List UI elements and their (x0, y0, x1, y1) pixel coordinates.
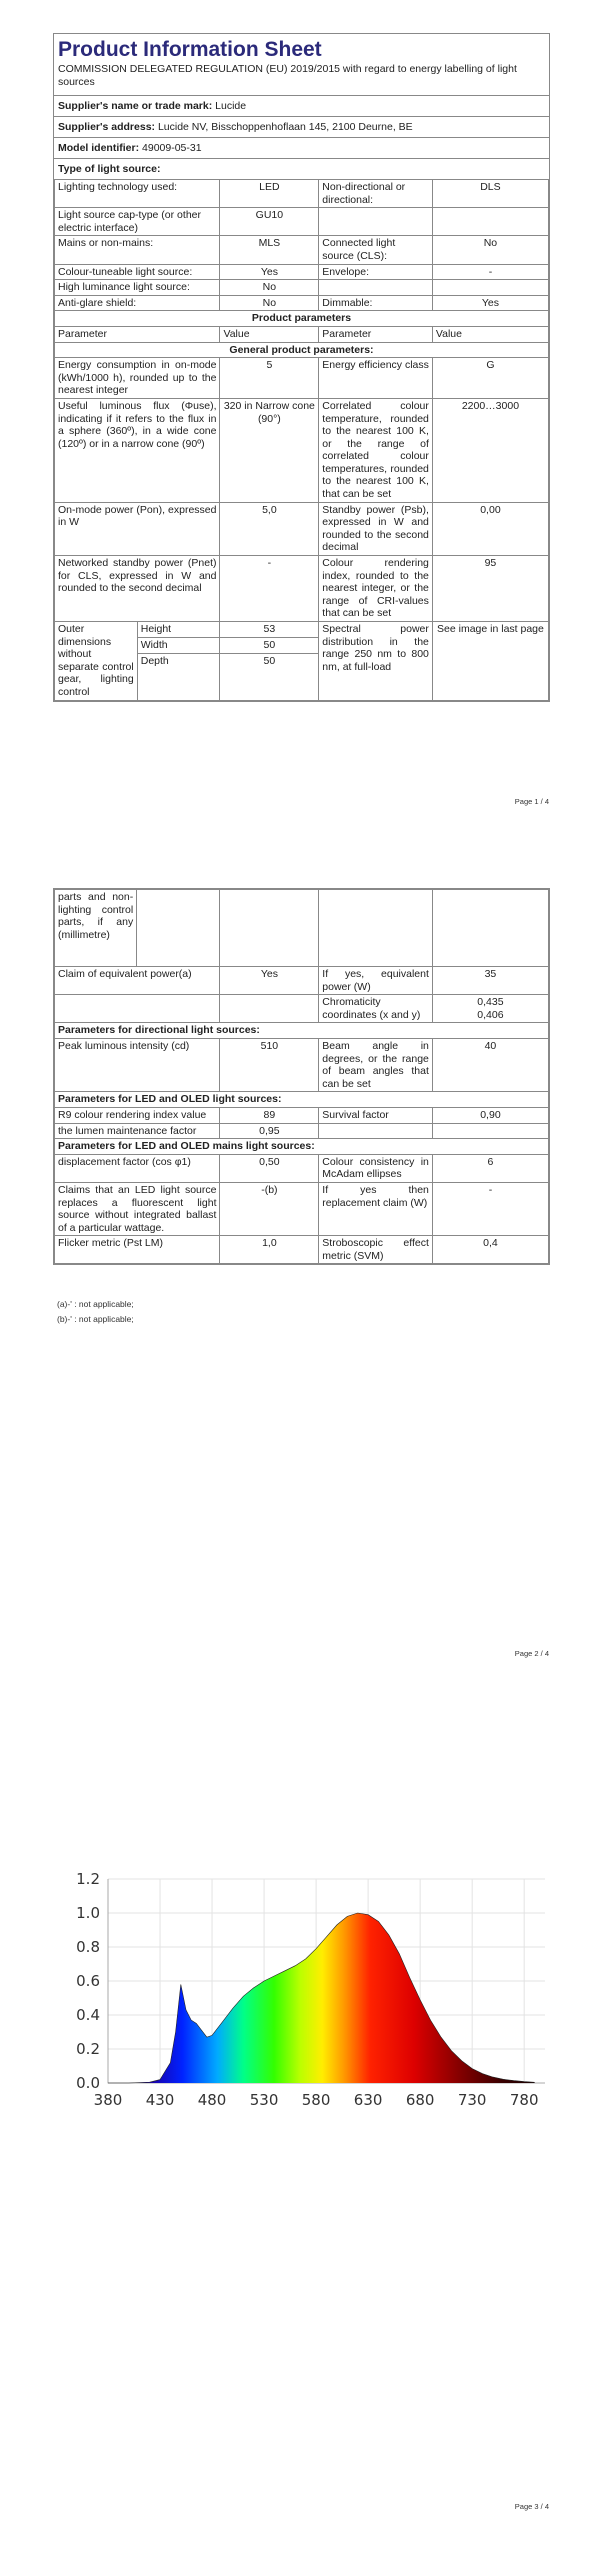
mains-value: -(b) (220, 1182, 319, 1235)
led-label: the lumen maintenance factor (55, 1123, 220, 1139)
col-header-parameter: Parameter (55, 326, 220, 342)
dim-height-value: 53 (220, 622, 318, 638)
type-label-2: Non-directional or directional: (319, 180, 433, 208)
regulation-text: COMMISSION DELEGATED REGULATION (EU) 2019/2015 with regard to energy labelling of light sources (54, 63, 549, 96)
y-tick-label: 0.4 (76, 2006, 100, 2024)
directional-label-2: Beam angle in degrees, or the range of beam angles that can be set (319, 1038, 433, 1091)
supplier-address-row (54, 117, 549, 138)
y-tick-label: 1.2 (76, 1870, 100, 1888)
dimensions-continued-row (55, 890, 549, 967)
col-header-value: Value (220, 326, 319, 342)
supplier-name-label: Supplier's name or trade mark: (58, 100, 213, 112)
x-tick-label: 780 (509, 2091, 539, 2109)
directional-row (55, 1038, 549, 1091)
general-label: Energy consumption in on-mode (kWh/1000 h), rounded up to the nearest integer (55, 358, 220, 399)
x-tick-label: 380 (93, 2091, 123, 2109)
type-value-2: - (432, 264, 548, 280)
type-label-2 (319, 208, 433, 236)
x-tick-label: 480 (197, 2091, 227, 2109)
x-tick-label: 630 (353, 2091, 383, 2109)
general-parameters-header: General product parameters: (55, 342, 549, 358)
page-number-1: Page 1 / 4 (514, 797, 549, 806)
supplier-address-label: Supplier's address: (58, 121, 156, 133)
general-row (55, 358, 549, 399)
x-tick-label: 530 (249, 2091, 279, 2109)
type-row (55, 295, 549, 311)
spectrum-chart (55, 1864, 555, 2114)
mains-label: Flicker metric (Pst LM) (55, 1236, 220, 1264)
type-label: Mains or non-mains: (55, 236, 220, 264)
y-tick-label: 1.0 (76, 1904, 100, 1922)
led-value: 0,95 (220, 1123, 319, 1139)
info-sheet-page-2 (53, 888, 550, 1265)
led-label-2 (319, 1123, 433, 1139)
general-label-2: Correlated colour temperature, rounded to the nearest 100 K, or the range of correlated colour temperatures, rounded to the nearest 100 K, that can be set (319, 398, 433, 502)
type-label: Lighting technology used: (55, 180, 220, 208)
general-row (55, 398, 549, 502)
type-header: Type of light source: (58, 163, 161, 175)
type-table (54, 179, 549, 701)
type-value: No (220, 280, 319, 296)
led-value-2: 0,90 (432, 1107, 548, 1123)
x-tick-label: 580 (301, 2091, 331, 2109)
supplier-name: Lucide (215, 100, 247, 112)
page-number-3: Page 3 / 4 (514, 2502, 549, 2511)
model-row (54, 138, 549, 159)
type-value: LED (220, 180, 319, 208)
led-row (55, 1123, 549, 1139)
claim-label (55, 995, 220, 1023)
general-label: On-mode power (Pon), expressed in W (55, 502, 220, 555)
type-value: No (220, 295, 319, 311)
mains-label: displacement factor (cos φ1) (55, 1154, 220, 1182)
type-row (55, 180, 549, 208)
led-row (55, 1107, 549, 1123)
type-value: MLS (220, 236, 319, 264)
type-value: Yes (220, 264, 319, 280)
sheet-title: Product Information Sheet (58, 38, 322, 61)
type-label-2: Envelope: (319, 264, 433, 280)
footnote-a: (a)-' : not applicable; (57, 1299, 134, 1309)
page2-table (54, 889, 549, 1264)
type-value-2: No (432, 236, 548, 264)
type-label: Light source cap-type (or other electric interface) (55, 208, 220, 236)
type-label-2 (319, 280, 433, 296)
general-value: - (220, 556, 319, 622)
type-row (55, 264, 549, 280)
x-tick-label: 730 (457, 2091, 487, 2109)
mains-value-2: - (432, 1182, 548, 1235)
footnote-b: (b)-' : not applicable; (57, 1314, 134, 1324)
general-value: 5 (220, 358, 319, 399)
claim-row (55, 995, 549, 1023)
dimensions-label: Outer dimensions without separate control gear, lighting control (55, 622, 137, 700)
general-value-2: G (432, 358, 548, 399)
y-tick-label: 0.0 (76, 2074, 100, 2092)
mains-value-2: 6 (432, 1154, 548, 1182)
mains-row (55, 1154, 549, 1182)
led-header: Parameters for LED and OLED light sources: (55, 1092, 549, 1108)
mains-value: 1,0 (220, 1236, 319, 1264)
type-row (55, 208, 549, 236)
claim-row (55, 967, 549, 995)
supplier-name-row (54, 96, 549, 117)
dim-height-label: Height (138, 622, 220, 638)
spd-label: Spectral power distribution in the range 250 nm to 800 nm, at full-load (319, 622, 433, 701)
type-row (55, 280, 549, 296)
col-header-parameter-2: Parameter (319, 326, 433, 342)
mains-label: Claims that an LED light source replaces a fluorescent light source without integrated ballast of a particular wattage. (55, 1182, 220, 1235)
led-label-2: Survival factor (319, 1107, 433, 1123)
directional-header: Parameters for directional light sources: (55, 1023, 549, 1039)
supplier-address: Lucide NV, Bisschoppenhoflaan 145, 2100 Deurne, BE (157, 121, 413, 133)
type-value: GU10 (220, 208, 319, 236)
general-row (55, 556, 549, 622)
model-label: Model identifier: (58, 142, 140, 154)
mains-value-2: 0,4 (432, 1236, 548, 1264)
mains-label-2: If yes then replacement claim (W) (319, 1182, 433, 1235)
general-label-2: Standby power (Psb), expressed in W and rounded to the second decimal (319, 502, 433, 555)
type-label-2: Dimmable: (319, 295, 433, 311)
dimensions-label-cont: parts and non-lighting control parts, if any (millimetre) (55, 890, 137, 966)
dimensions-row (55, 622, 549, 701)
col-header-value-2: Value (432, 326, 548, 342)
type-row (55, 236, 549, 264)
general-row (55, 502, 549, 555)
claim-label-2: Chromaticity coordinates (x and y) (319, 995, 433, 1023)
mains-label-2: Colour consistency in McAdam ellipses (319, 1154, 433, 1182)
y-tick-label: 0.8 (76, 1938, 100, 1956)
directional-label: Peak luminous intensity (cd) (55, 1038, 220, 1091)
led-value: 89 (220, 1107, 319, 1123)
dim-depth-label: Depth (140, 655, 169, 667)
dim-width-label: Width (138, 638, 220, 654)
type-value-2: DLS (432, 180, 548, 208)
type-value-2: Yes (432, 295, 548, 311)
model-identifier: 49009-05-31 (142, 142, 202, 154)
general-value-2: 95 (432, 556, 548, 622)
mains-row (55, 1236, 549, 1264)
claim-value-2: 35 (432, 967, 548, 995)
product-parameters-header: Product parameters (55, 311, 549, 327)
y-tick-label: 0.6 (76, 1972, 100, 1990)
general-label-2: Energy efficiency class (319, 358, 433, 399)
led-label: R9 colour rendering index value (55, 1107, 220, 1123)
general-label: Networked standby power (Pnet) for CLS, expressed in W and rounded to the second decimal (55, 556, 220, 622)
general-value-2: 2200…3000 (432, 398, 548, 502)
x-tick-label: 430 (145, 2091, 175, 2109)
spectrum-area (108, 1913, 535, 2083)
mains-header: Parameters for LED and OLED mains light sources: (55, 1139, 549, 1155)
mains-label-2: Stroboscopic effect metric (SVM) (319, 1236, 433, 1264)
x-tick-label: 680 (405, 2091, 435, 2109)
claim-label: Claim of equivalent power(a) (55, 967, 220, 995)
dim-depth-value: 50 (263, 655, 276, 667)
led-value-2 (432, 1123, 548, 1139)
directional-value-2: 40 (432, 1038, 548, 1091)
mains-value: 0,50 (220, 1154, 319, 1182)
spd-value: See image in last page (432, 622, 548, 701)
directional-value: 510 (220, 1038, 319, 1091)
type-value-2 (432, 208, 548, 236)
claim-value-2: 0,435 0,406 (432, 995, 548, 1023)
info-sheet-page-1 (53, 33, 550, 702)
page-number-2: Page 2 / 4 (514, 1649, 549, 1658)
claim-label-2: If yes, equivalent power (W) (319, 967, 433, 995)
general-value-2: 0,00 (432, 502, 548, 555)
column-header-row (55, 326, 549, 342)
claim-value (220, 995, 319, 1023)
type-value-2 (432, 280, 548, 296)
type-label: Colour-tuneable light source: (55, 264, 220, 280)
general-value: 5,0 (220, 502, 319, 555)
claim-value: Yes (220, 967, 319, 995)
general-label-2: Colour rendering index, rounded to the nearest integer, or the range of CRI-values that can be set (319, 556, 433, 622)
type-label-2: Connected light source (CLS): (319, 236, 433, 264)
y-tick-label: 0.2 (76, 2040, 100, 2058)
dim-width-value: 50 (220, 638, 318, 654)
mains-row (55, 1182, 549, 1235)
general-label: Useful luminous flux (Φuse), indicating if it refers to the flux in a sphere (360º), in a wide cone (120º) or in a narrow cone (90º) (55, 398, 220, 502)
type-label: Anti-glare shield: (55, 295, 220, 311)
type-label: High luminance light source: (55, 280, 220, 296)
general-value: 320 in Narrow cone (90°) (220, 398, 319, 502)
